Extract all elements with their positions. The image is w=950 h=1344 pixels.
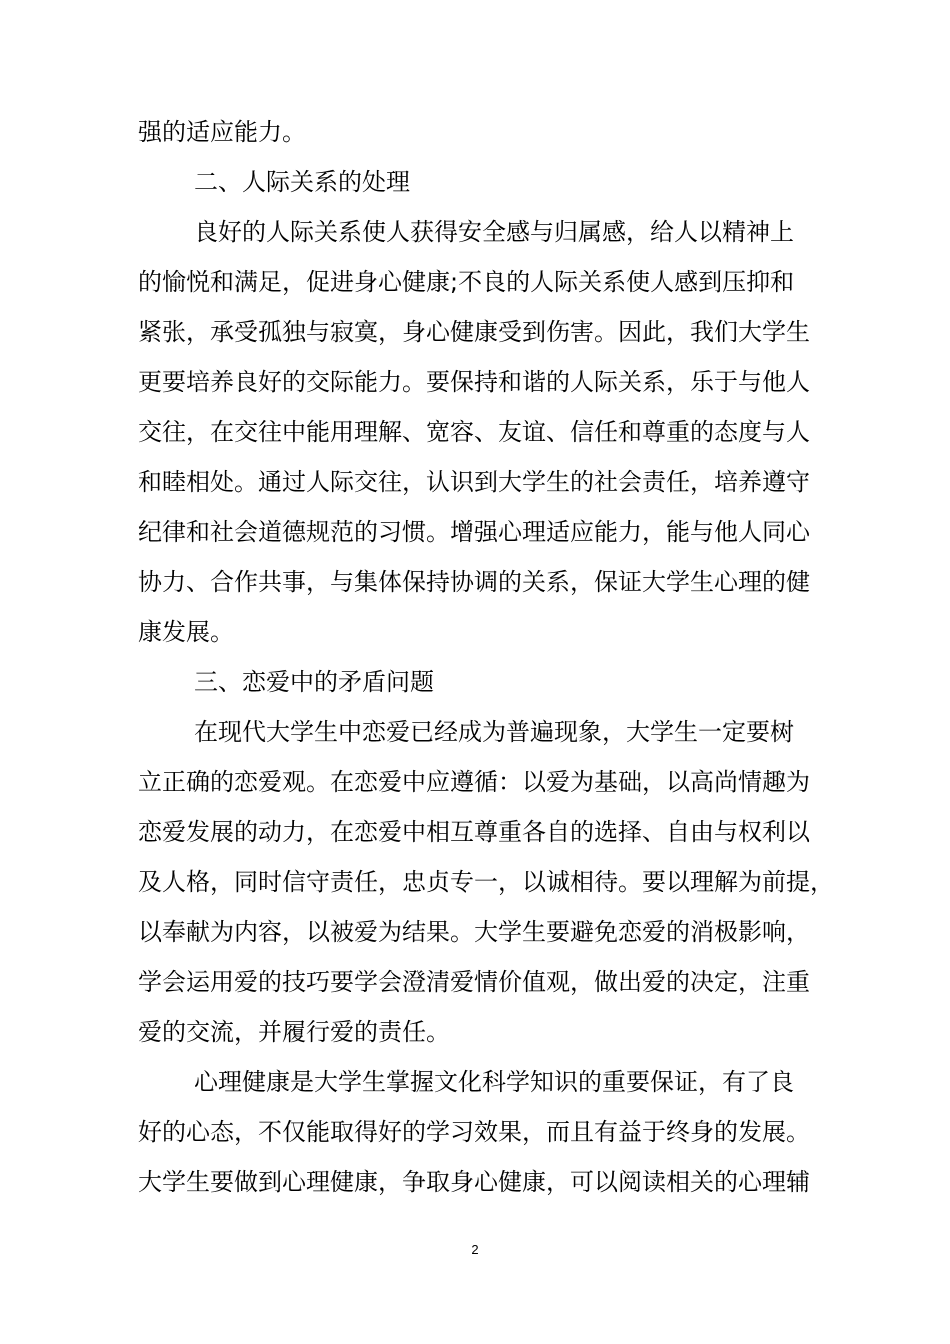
section-heading: 三、恋爱中的矛盾问题: [194, 668, 434, 696]
paragraph-line: 的愉悦和满足，促进身心健康;不良的人际关系使人感到压抑和: [138, 268, 795, 296]
paragraph-line: 康发展。: [138, 618, 234, 646]
paragraph-line: 爱的交流，并履行爱的责任。: [138, 1018, 450, 1046]
paragraph-line: 紧张，承受孤独与寂寞，身心健康受到伤害。因此，我们大学生: [138, 318, 810, 346]
paragraph-line: 纪律和社会道德规范的习惯。增强心理适应能力，能与他人同心: [138, 518, 810, 546]
paragraph-line: 好的心态，不仅能取得好的学习效果，而且有益于终身的发展。: [138, 1118, 810, 1146]
paragraph-line: 立正确的恋爱观。在恋爱中应遵循：以爱为基础，以高尚情趣为: [138, 768, 810, 796]
paragraph-line: 以奉献为内容，以被爱为结果。大学生要避免恋爱的消极影响，: [138, 918, 810, 946]
paragraph-line: 协力、合作共事，与集体保持协调的关系，保证大学生心理的健: [138, 568, 810, 596]
paragraph-line: 心理健康是大学生掌握文化科学知识的重要保证，有了良: [194, 1068, 794, 1096]
section-heading: 二、人际关系的处理: [194, 168, 410, 196]
paragraph-line: 和睦相处。通过人际交往，认识到大学生的社会责任，培养遵守: [138, 468, 810, 496]
paragraph-line: 交往，在交往中能用理解、宽容、友谊、信任和尊重的态度与人: [138, 418, 810, 446]
page-number: 2: [471, 1242, 479, 1257]
paragraph-line: 强的适应能力。: [138, 118, 306, 146]
paragraph-line: 在现代大学生中恋爱已经成为普遍现象，大学生一定要树: [194, 718, 794, 746]
paragraph-line: 及人格，同时信守责任，忠贞专一，以诚相待。要以理解为前提，: [138, 868, 834, 896]
paragraph-line: 更要培养良好的交际能力。要保持和谐的人际关系，乐于与他人: [138, 368, 810, 396]
paragraph-line: 良好的人际关系使人获得安全感与归属感，给人以精神上: [194, 218, 794, 246]
paragraph-line: 学会运用爱的技巧要学会澄清爱情价值观，做出爱的决定，注重: [138, 968, 810, 996]
paragraph-line: 大学生要做到心理健康，争取身心健康，可以阅读相关的心理辅: [138, 1168, 810, 1196]
paragraph-line: 恋爱发展的动力，在恋爱中相互尊重各自的选择、自由与权利以: [138, 818, 810, 846]
